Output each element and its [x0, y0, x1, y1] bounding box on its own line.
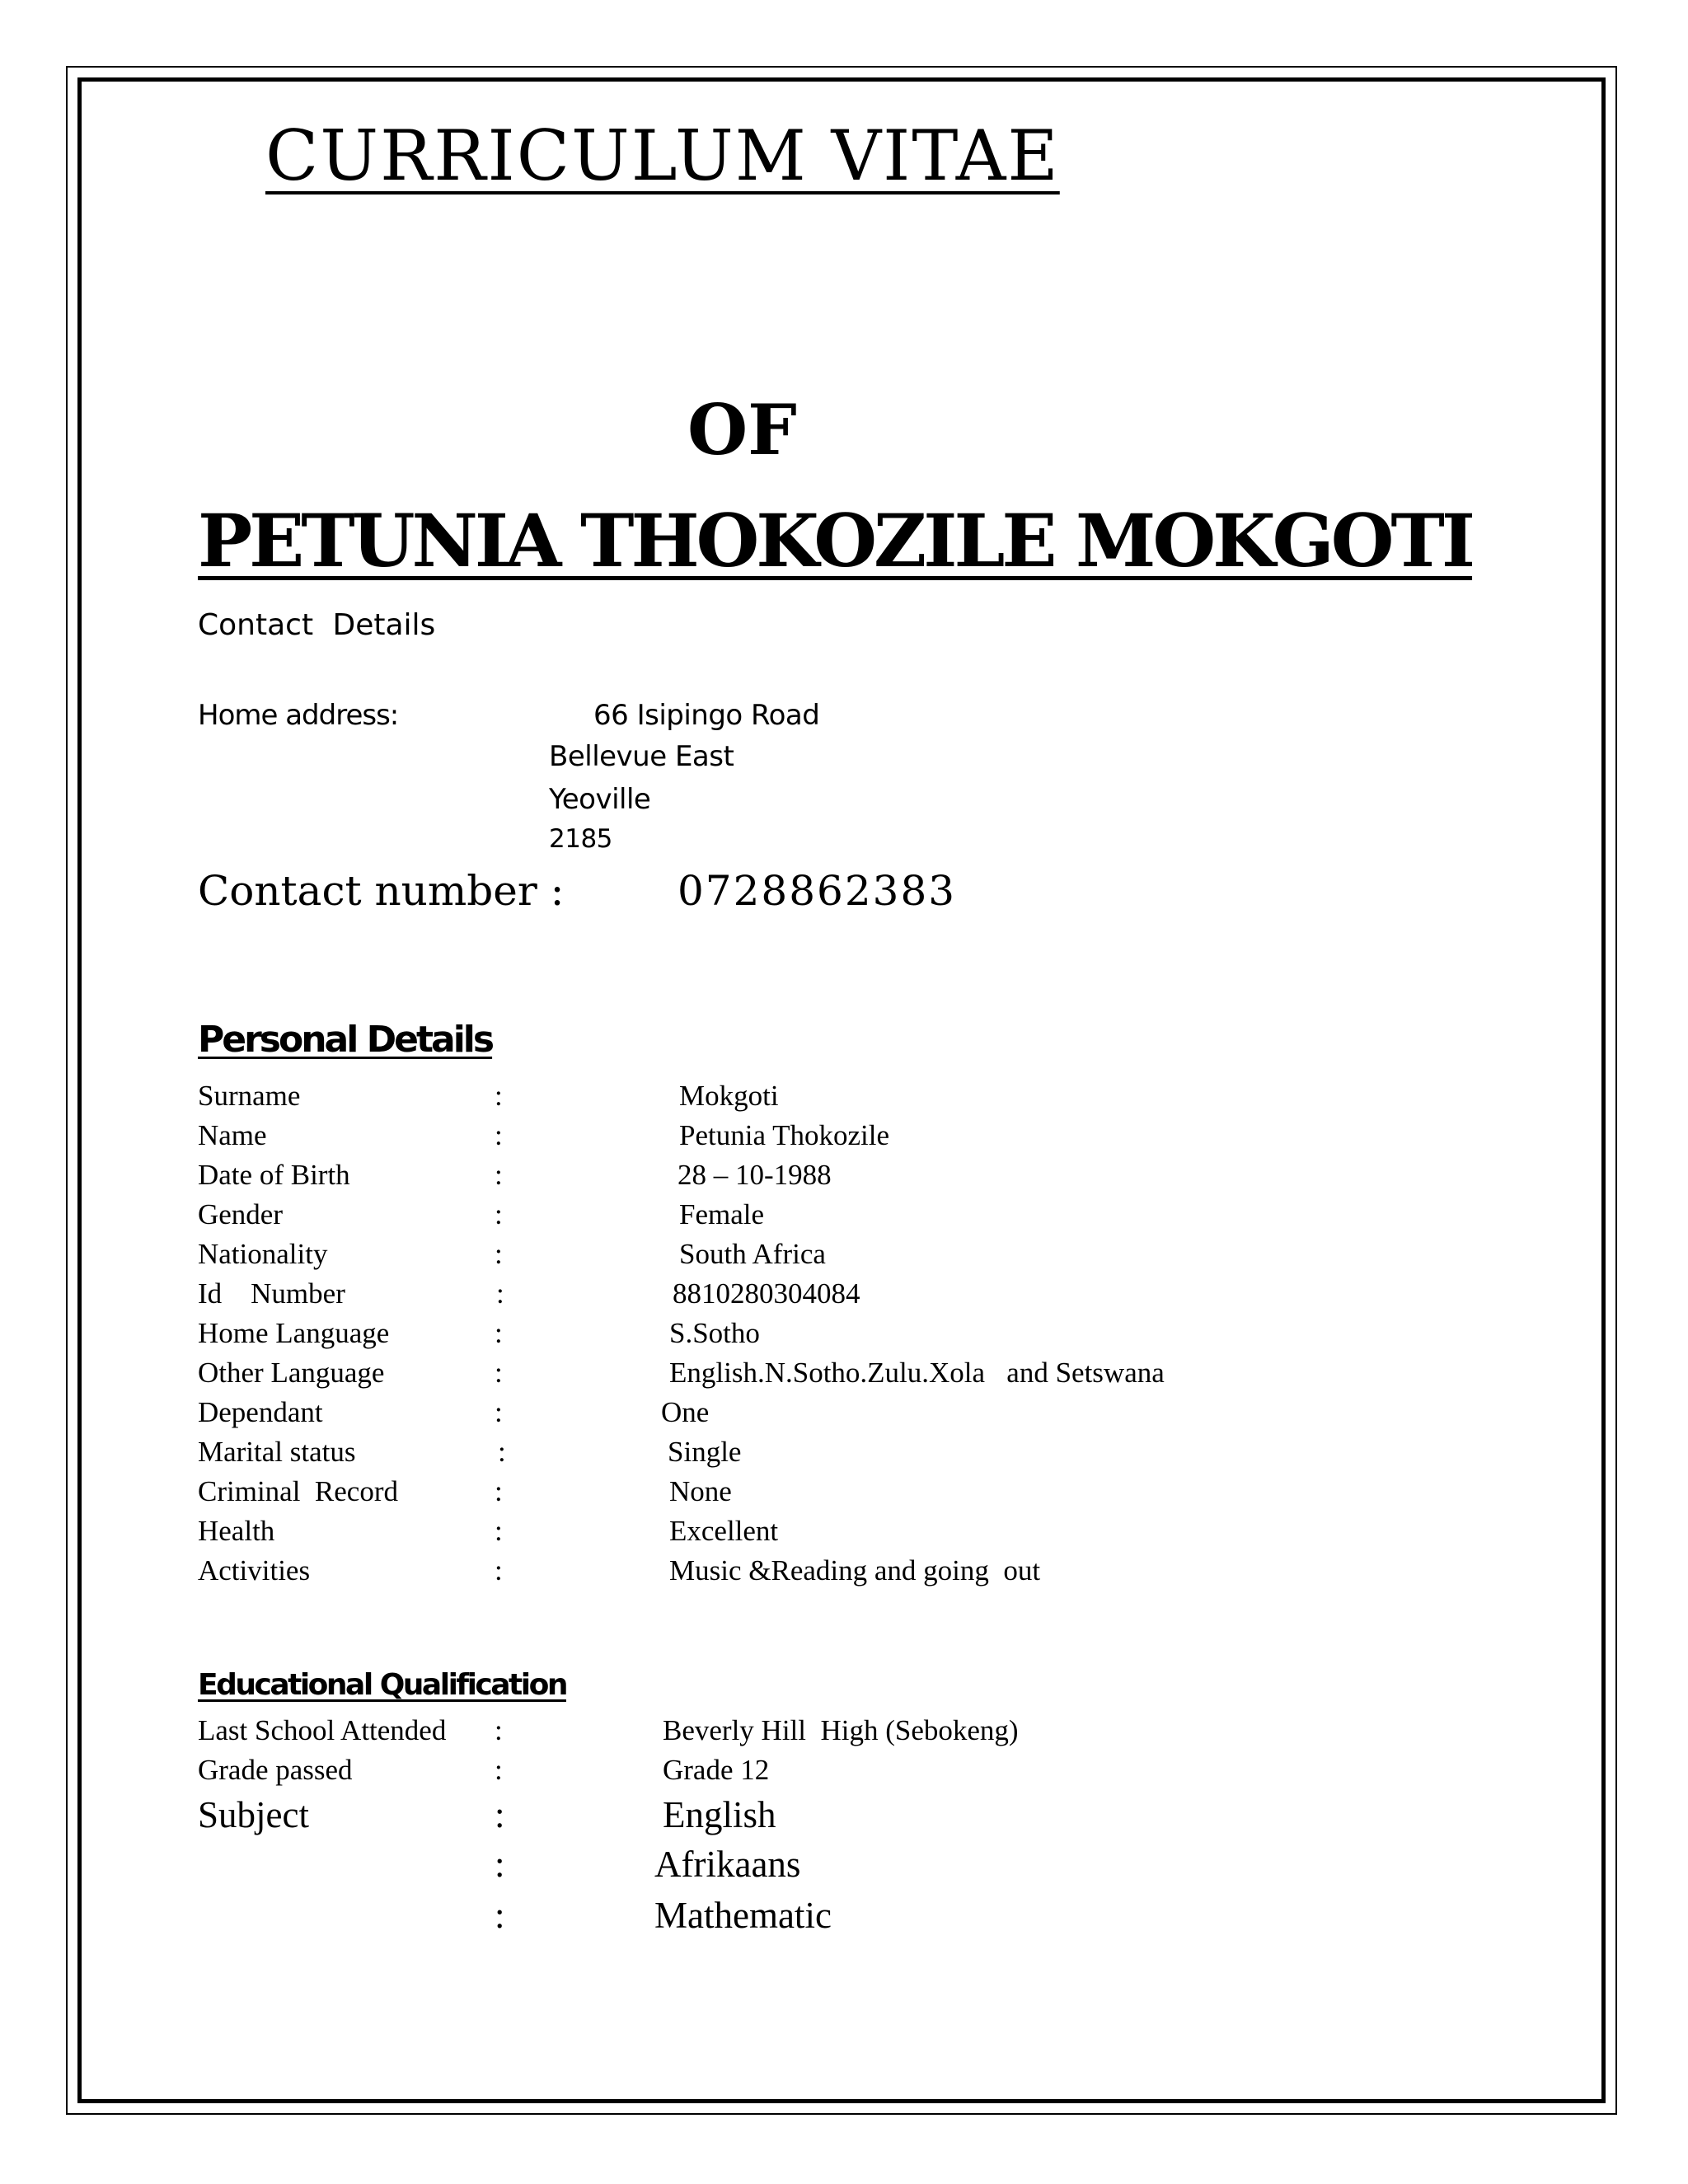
field-value: 28 – 10-1988 — [678, 1159, 832, 1191]
field-value: Petunia Thokozile — [679, 1119, 889, 1151]
field-label: Date of Birth — [198, 1159, 350, 1191]
personal-row — [0, 1436, 1688, 1474]
field-colon: : — [495, 1515, 503, 1547]
home-address-label: Home address: — [198, 699, 399, 732]
field-colon: : — [495, 1714, 503, 1746]
field-label: Id Number — [198, 1277, 345, 1310]
field-label: Last School Attended — [198, 1714, 447, 1746]
field-value: S.Sotho — [669, 1317, 760, 1349]
education-heading: Educational Qualification — [198, 1668, 566, 1702]
field-label: Other Language — [198, 1357, 385, 1389]
subject-row — [0, 1793, 1688, 1843]
title-of: OF — [687, 389, 797, 471]
personal-row — [0, 1238, 1688, 1276]
education-row — [0, 1754, 1688, 1792]
field-colon: : — [496, 1277, 504, 1310]
field-colon: : — [495, 1357, 503, 1389]
subject-row — [0, 1894, 1688, 1943]
field-colon: : — [495, 1159, 503, 1191]
field-label: Surname — [198, 1080, 301, 1112]
field-label: Dependant — [198, 1396, 323, 1428]
personal-row — [0, 1396, 1688, 1434]
personal-row — [0, 1080, 1688, 1118]
document-title: CURRICULUM VITAE — [265, 115, 1060, 196]
field-colon: : — [495, 1317, 503, 1349]
contact-details-heading: Contact Details — [198, 608, 436, 642]
field-colon: : — [495, 1794, 505, 1835]
field-value: English.N.Sotho.Zulu.Xola and Setswana — [669, 1357, 1165, 1389]
field-colon: : — [495, 1754, 503, 1786]
address-line: 2185 — [549, 824, 612, 854]
subject-value: English — [663, 1794, 776, 1835]
field-colon: : — [495, 1554, 503, 1586]
field-colon: : — [498, 1436, 506, 1468]
field-value: Beverly Hill High (Sebokeng) — [663, 1714, 1019, 1746]
field-value: Grade 12 — [663, 1754, 770, 1786]
contact-number-label: Contact number : — [198, 867, 565, 915]
field-label: Activities — [198, 1554, 311, 1586]
personal-row — [0, 1119, 1688, 1157]
field-value: Music &Reading and going out — [669, 1554, 1041, 1586]
field-label: Criminal Record — [198, 1475, 399, 1507]
personal-row — [0, 1475, 1688, 1513]
field-label: Name — [198, 1119, 267, 1151]
address-line: 66 Isipingo Road — [593, 699, 820, 732]
candidate-name: PETUNIA THOKOZILE MOKGOTI — [198, 498, 1473, 583]
personal-row — [0, 1198, 1688, 1236]
subject-value: Afrikaans — [654, 1844, 801, 1885]
field-label: Gender — [198, 1198, 284, 1230]
field-value: 8810280304084 — [673, 1277, 860, 1310]
field-colon: : — [495, 1080, 503, 1112]
field-colon: : — [495, 1238, 503, 1270]
subject-row — [0, 1843, 1688, 1892]
field-label: Health — [198, 1515, 275, 1547]
field-value: Single — [668, 1436, 742, 1468]
personal-row — [0, 1554, 1688, 1592]
field-value: South Africa — [679, 1238, 826, 1270]
field-value: Female — [679, 1198, 765, 1230]
field-value: Excellent — [669, 1515, 779, 1547]
field-colon: : — [495, 1844, 505, 1885]
personal-row — [0, 1515, 1688, 1553]
personal-details-heading: Personal Details — [198, 1019, 493, 1061]
contact-number-value: 0728862383 — [678, 867, 957, 915]
field-colon: : — [495, 1396, 503, 1428]
personal-row — [0, 1357, 1688, 1394]
field-value: None — [669, 1475, 732, 1507]
personal-row — [0, 1317, 1688, 1355]
address-line: Bellevue East — [549, 740, 734, 773]
field-label: Home Language — [198, 1317, 390, 1349]
address-line: Yeoville — [549, 783, 651, 816]
subject-value: Mathematic — [654, 1895, 832, 1936]
field-colon: : — [495, 1895, 505, 1936]
field-value: Mokgoti — [679, 1080, 779, 1112]
field-label: Grade passed — [198, 1754, 353, 1786]
subjects-label: Subject — [198, 1794, 309, 1835]
field-colon: : — [495, 1475, 503, 1507]
personal-row — [0, 1277, 1688, 1315]
education-row — [0, 1714, 1688, 1752]
field-label: Marital status — [198, 1436, 356, 1468]
field-colon: : — [495, 1119, 503, 1151]
personal-row — [0, 1159, 1688, 1197]
field-value: One — [661, 1396, 710, 1428]
field-colon: : — [495, 1198, 503, 1230]
field-label: Nationality — [198, 1238, 328, 1270]
